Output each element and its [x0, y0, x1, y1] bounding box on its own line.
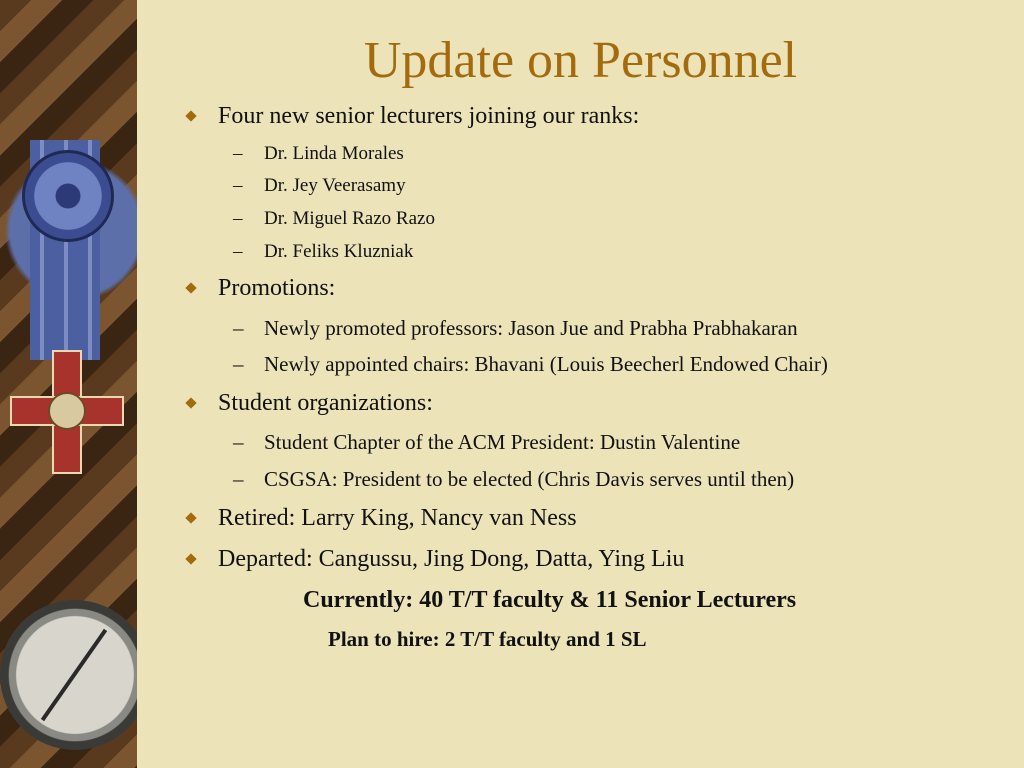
sub-item [233, 467, 795, 492]
bullet-item [218, 390, 433, 417]
sub-item [233, 175, 406, 197]
sub-item-text: Dr. Linda Morales [264, 143, 404, 164]
bullet-text: Departed: Cangussu, Jing Dong, Datta, Ying Liu [218, 546, 685, 572]
sub-item [233, 352, 828, 377]
sub-item-text: Dr. Miguel Razo Razo [264, 208, 435, 229]
plan-line: Plan to hire: 2 T/T faculty and 1 SL [328, 627, 647, 651]
decorative-side-image [0, 0, 137, 768]
slide-title: Update on Personnel [363, 32, 798, 89]
sub-item-text: Dr. Feliks Kluzniak [264, 241, 414, 262]
dash-bullet: – [233, 208, 243, 229]
bullet-item [218, 546, 684, 573]
dash-bullet: – [233, 175, 243, 196]
bullet-text: Promotions: [218, 275, 336, 301]
bullet-text: Student organizations: [218, 390, 433, 416]
sub-item-text: Newly promoted professors: Jason Jue and Prabha Prabhakaran [264, 316, 798, 340]
sub-item-text: CSGSA: President to be elected (Chris Davis serves until then) [264, 467, 795, 491]
diamond-bullet-icon [185, 397, 196, 408]
sub-item-text: Newly appointed chairs: Bhavani (Louis Beecherl Endowed Chair) [264, 352, 828, 376]
sub-item [233, 208, 435, 230]
sub-item-text: Student Chapter of the ACM President: Dustin Valentine [264, 430, 741, 454]
diamond-bullet-icon [185, 512, 196, 523]
diamond-bullet-icon [185, 282, 196, 293]
bullet-text: Four new senior lecturers joining our ranks: [218, 103, 640, 129]
sub-item [233, 241, 414, 263]
dash-bullet: – [233, 352, 244, 376]
sub-item [233, 316, 798, 341]
medal-cross-graphic [10, 350, 120, 470]
bullet-text: Retired: Larry King, Nancy van Ness [218, 505, 577, 531]
sub-item-text: Dr. Jey Veerasamy [264, 175, 406, 196]
sub-item [233, 430, 741, 455]
dash-bullet: – [233, 316, 244, 340]
diamond-bullet-icon [185, 110, 196, 121]
sub-item [233, 143, 404, 165]
rosette-graphic [22, 150, 114, 242]
dash-bullet: – [233, 467, 244, 491]
compass-graphic [0, 600, 137, 750]
bullet-item [218, 103, 639, 130]
diamond-bullet-icon [185, 553, 196, 564]
dash-bullet: – [233, 430, 244, 454]
dash-bullet: – [233, 143, 243, 164]
bullet-item [218, 505, 577, 532]
dash-bullet: – [233, 241, 243, 262]
bullet-item [218, 275, 335, 302]
summary-line: Currently: 40 T/T faculty & 11 Senior Lecturers [303, 587, 797, 613]
